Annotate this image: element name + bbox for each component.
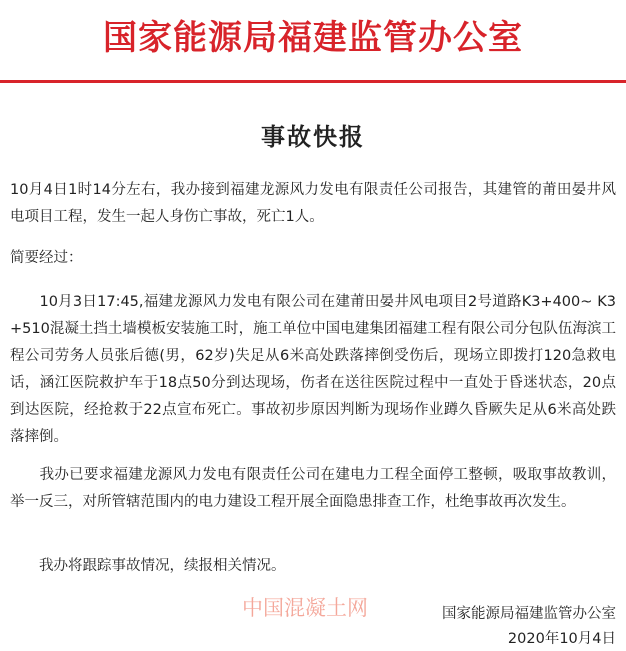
paragraph-follow-up: 我办将跟踪事故情况，续报相关情况。 bbox=[10, 558, 286, 574]
paragraph-measures: 我办已要求福建龙源风力发电有限责任公司在建电力工程全面停工整顿，吸取事故教训，举一反三，对所管辖范围内的电力建设工程开展全面隐患排查工作，杜绝事故再次发生。 bbox=[10, 467, 616, 510]
paragraph-incident-details: 10月3日17:45,福建龙源风力发电有限公司在建莆田晏井风电项目2号道路K3+400~ K3+510混凝土挡土墙模板安装施工时，施工单位中国电建集团福建工程有限公司分包队伍海滨工程公司劳务人员张后德(男，62岁)失足从6米高处跌落摔倒受伤后，现场立即拨打120急救电话，涵江医院救护车于18点50分到达现场，伤者在送往医院过程中一直处于昏迷状态，20点到达医院，经抢救于22点宣布死亡。事故初步原因判断为现场作业蹲久昏厥失足从6米高处跌落摔倒。 bbox=[10, 294, 616, 445]
letterhead bbox=[0, 0, 626, 86]
letterhead-red-rule bbox=[0, 80, 626, 83]
document-title: 事故快报 bbox=[261, 122, 365, 151]
watermark-text: 中国混凝土网 bbox=[242, 596, 368, 620]
letterhead-title: 国家能源局福建监管办公室 bbox=[103, 18, 523, 58]
paragraph-summary-heading: 简要经过： bbox=[10, 250, 83, 266]
signature-date: 2020年10月4日 bbox=[507, 631, 616, 647]
signature-organization: 国家能源局福建监管办公室 bbox=[442, 606, 616, 622]
paragraph-intro: 10月4日1时14分左右，我办接到福建龙源风力发电有限责任公司报告，其建管的莆田晏井风电项目工程，发生一起人身伤亡事故，死亡1人。 bbox=[10, 182, 616, 225]
